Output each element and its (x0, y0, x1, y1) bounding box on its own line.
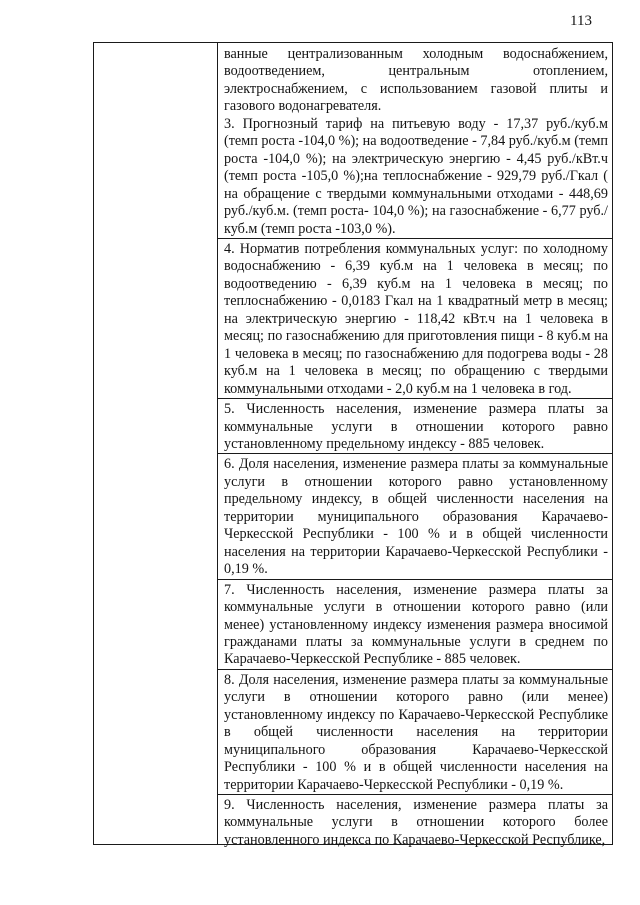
paragraph-item-8: 8. Доля населения, изменение размера платы за коммунальные услуги в отношении которого равно (или менее) установленному индексу по Карачаево-Черкесской Республике в общей численности населения на территории муниципального образования Карачаево-Черкесской Республики - 100 % и в общей численности населения на территории Карачаево-Черкесской Республики - 0,19 %. (218, 669, 612, 794)
paragraph-item-7: 7. Численность населения, изменение размера платы за коммунальные услуги в отношении которого равно (или менее) установленному индексу изменения размера вносимой гражданами платы за коммунальные услуги в среднем по Карачаево-Черкесской Республике - 885 человек. (218, 579, 612, 669)
document-table (93, 42, 613, 848)
paragraph-continuation: ванные централизованным холодным водоснабжением, водоотведением, центральным отоплением, электроснабжением, с использованием газовой плиты и газового водонагревателя. (224, 46, 608, 115)
paragraph-item-5: 5. Численность населения, изменение размера платы за коммунальные услуги в отношении которого равно установленному предельному индексу - 885 человек. (218, 398, 612, 453)
table-right-cell (218, 43, 612, 848)
page-number: 113 (570, 13, 592, 29)
paragraph-item-4: 4. Норматив потребления коммунальных услуг: по холодному водоснабжению - 6,39 куб.м на 1 человека в месяц; по водоотведению - 6,39 куб.м на 1 человека в месяц; по теплоснабжению - 0,0183 Гкал на 1 квадратный метр в месяц; на электрическую энергию - 118,42 кВт.ч на 1 человека в месяц; по газоснабжению для приготовления пищи - 8 куб.м на 1 человека в месяц; по газоснабжению для подогрева воды - 28 куб.м на 1 человека в месяц; по обращению с твердыми коммунальными отходами - 2,0 куб.м на 1 человека в год. (218, 238, 612, 398)
paragraph-item-9: 9. Численность населения, изменение размера платы за коммунальные услуги в отношении которого более установленного индекса по Карачаево-Черкесской Республике, (218, 794, 612, 849)
paragraph-item-6: 6. Доля населения, изменение размера платы за коммунальные услуги в отношении которого равно установленному предельному индексу, в общей численности населения на территории муниципального образования Карачаево-Черкесской Республики - 100 % и в общей численности населения на территории Карачаево-Черкесской Республики - 0,19 %. (218, 453, 612, 578)
paragraph-item-3: 3. Прогнозный тариф на питьевую воду - 17,37 руб./куб.м (темп роста -104,0 %); на водоотведение - 7,84 руб./куб.м (темп роста -104,0 %); на электрическую энергию - 4,45 руб./кВт.ч (темп роста -105,0 %);на теплоснабжение - 929,79 руб./Гкал ( на обращение с твердыми коммунальными отходами - 448,69 руб./куб.м. (темп роста- 104,0 %); на газоснабжение - 6,77 руб./куб.м (темп роста -103,0 %). (224, 115, 608, 237)
table-left-cell (94, 43, 218, 844)
